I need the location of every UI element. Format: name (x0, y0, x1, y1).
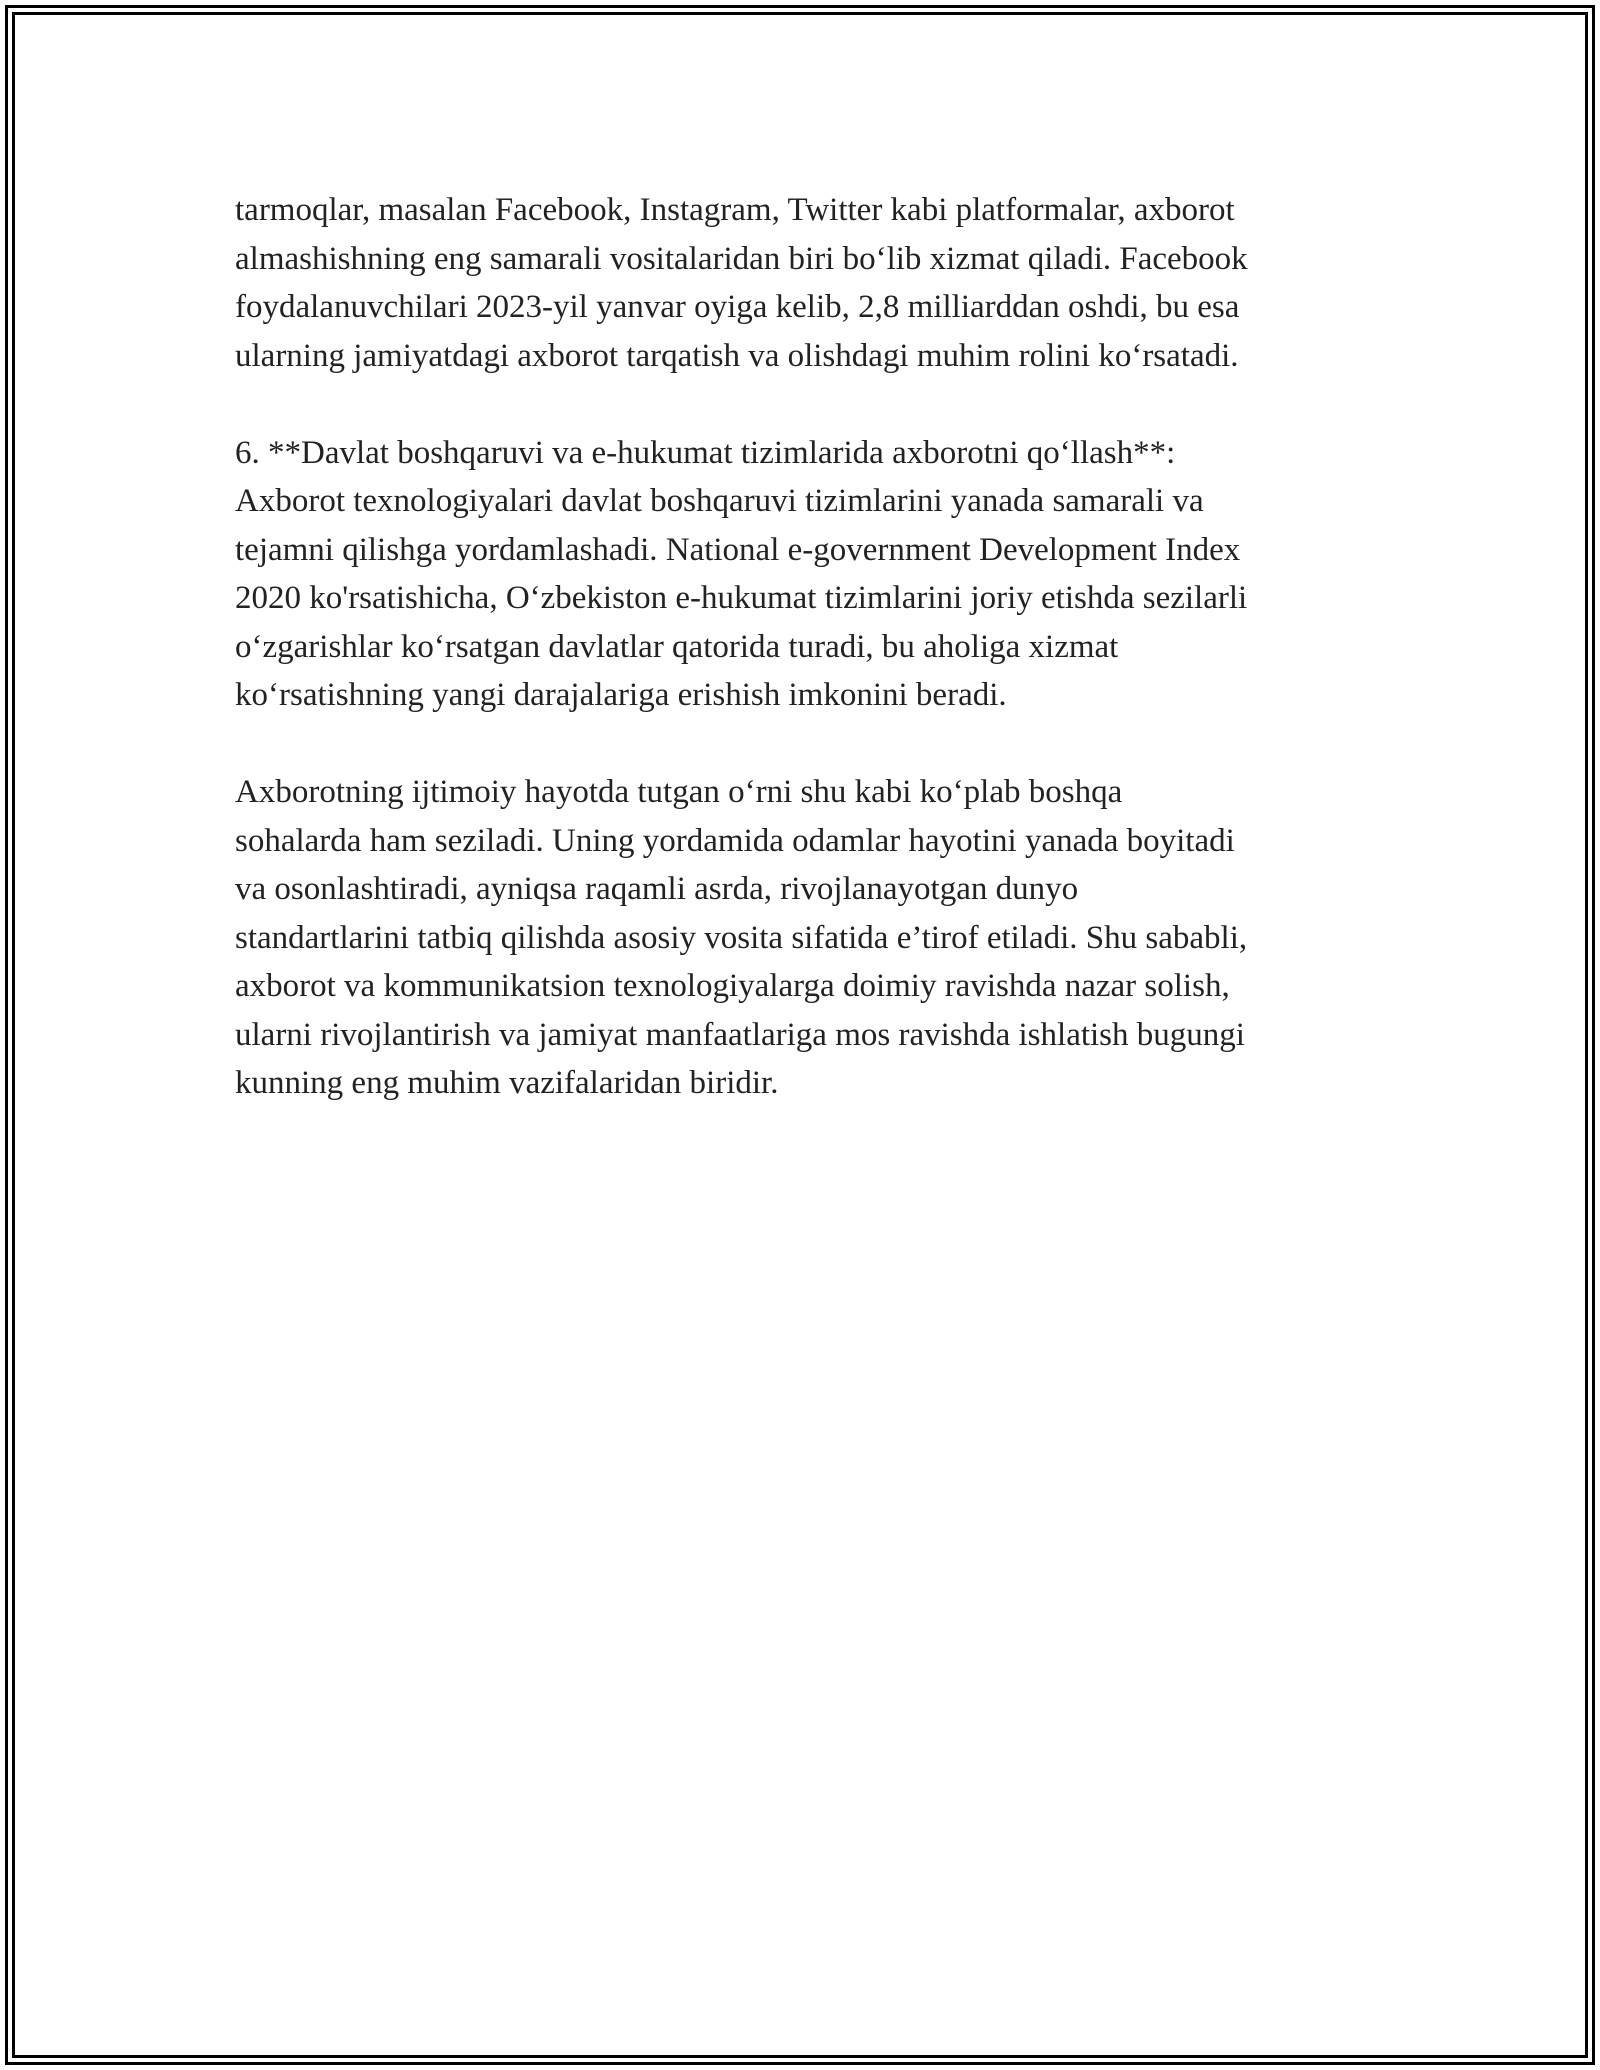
text-line: Axborot texnologiyalari davlat boshqaruvi tizimlarini yanada samarali va (235, 483, 1204, 519)
text-line: standartlarini tatbiq qilishda asosiy vosita sifatida e’tirof etiladi. Shu sababli, (235, 919, 1248, 956)
text-line: foydalanuvchilari 2023-yil yanvar oyiga kelib, 2,8 milliarddan oshdi, bu esa (235, 289, 1240, 325)
text-line: ko‘rsatishning yangi darajalariga erishish imkonini beradi. (235, 677, 1007, 713)
paragraph-conclusion (235, 768, 1370, 1108)
text-line: sohalarda ham seziladi. Uning yordamida odamlar hayotini yanada boyitadi (235, 822, 1235, 859)
text-line: axborot va kommunikatsion texnologiyalarga doimiy ravishda nazar solish, (235, 968, 1230, 1004)
document-body (235, 186, 1370, 1156)
text-line: 6. **Davlat boshqaruvi va e-hukumat tizimlarida axborotni qo‘llash**: (235, 434, 1176, 471)
text-line: almashishning eng samarali vositalaridan biri bo‘lib xizmat qiladi. Facebook (235, 240, 1248, 277)
text-line: o‘zgarishlar ko‘rsatgan davlatlar qatorida turadi, bu aholiga xizmat (235, 628, 1119, 665)
paragraph-social-networks (235, 186, 1370, 380)
text-line: tarmoqlar, masalan Facebook, Instagram, Twitter kabi platformalar, axborot (235, 192, 1235, 228)
paragraph-e-government (235, 429, 1370, 720)
text-line: va osonlashtiradi, ayniqsa raqamli asrda, rivojlanayotgan dunyo (235, 871, 1079, 907)
text-line: kunning eng muhim vazifalaridan biridir. (235, 1065, 779, 1101)
text-line: 2020 ko'rsatishicha, O‘zbekiston e-hukumat tizimlarini joriy etishda sezilarli (235, 580, 1248, 616)
text-line: tejamni qilishga yordamlashadi. National e-government Development Index (235, 531, 1241, 568)
text-line: ularning jamiyatdagi axborot tarqatish va olishdagi muhim rolini ko‘rsatadi. (235, 337, 1239, 374)
text-line: ularni rivojlantirish va jamiyat manfaatlariga mos ravishda ishlatish bugungi (235, 1016, 1245, 1053)
text-line: Axborotning ijtimoiy hayotda tutgan o‘rni shu kabi ko‘plab boshqa (235, 774, 1123, 810)
